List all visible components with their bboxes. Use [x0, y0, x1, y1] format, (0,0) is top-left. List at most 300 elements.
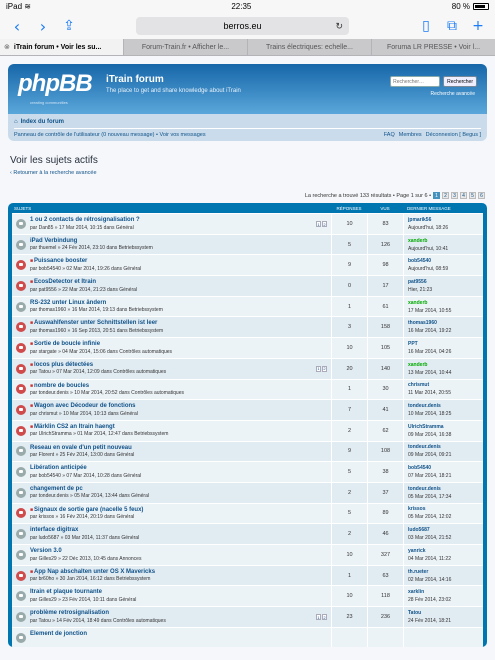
topic-replies: 1: [331, 380, 367, 400]
topic-replies: 0: [331, 276, 367, 296]
last-post-author: [408, 238, 483, 244]
tabs-icon[interactable]: ⧉: [447, 18, 457, 34]
topic-views: 63: [367, 566, 403, 586]
topic-page-link[interactable]: 1: [317, 221, 320, 227]
topic-replies: 5: [331, 235, 367, 255]
topic-title-text[interactable]: Element de jonction: [30, 630, 88, 637]
page-4[interactable]: 4: [460, 192, 467, 199]
topic-title[interactable]: [30, 279, 331, 285]
topic-row[interactable]: [12, 523, 483, 544]
topic-row[interactable]: [12, 296, 483, 317]
topic-title-text[interactable]: Version 3.0: [30, 548, 62, 554]
unread-flag-icon: ■: [30, 382, 34, 389]
topic-last-post: [403, 276, 483, 296]
last-post-author: [408, 403, 483, 409]
topic-row[interactable]: [12, 585, 483, 606]
topic-last-post: [403, 359, 483, 379]
last-post-author: [408, 341, 483, 347]
topic-title-text[interactable]: Libération anticipée: [30, 465, 87, 472]
topic-last-post: [403, 338, 483, 358]
topic-title[interactable]: [30, 383, 331, 389]
unread-flag-icon: ■: [30, 403, 34, 410]
topic-title[interactable]: [30, 548, 331, 554]
topic-meta: par Florent » 25 Fév 2014, 13:00 dans Général: [30, 452, 135, 459]
topic-last-post: [403, 380, 483, 400]
topic-views: 46: [367, 524, 403, 544]
topic-row[interactable]: [12, 337, 483, 358]
topic-replies: 2: [331, 524, 367, 544]
topic-title-text[interactable]: Itrain et plaque tournante: [30, 589, 103, 596]
topic-replies: [331, 628, 367, 648]
topic-page-link[interactable]: 1: [317, 614, 320, 620]
unread-flag-icon: ■: [30, 279, 34, 286]
browser-toolbar: [0, 13, 495, 39]
topic-list: [8, 203, 487, 647]
topic-last-post: [403, 214, 483, 234]
unread-flag-icon: ■: [30, 361, 34, 368]
topic-row[interactable]: [12, 399, 483, 420]
forum-page: [0, 56, 495, 647]
topic-status-icon: [16, 322, 26, 332]
topic-main: [30, 276, 331, 296]
topic-title-text[interactable]: Märklin CS2 an Itrain haengt: [34, 423, 115, 430]
topic-title[interactable]: [30, 465, 331, 471]
topic-title-text[interactable]: Auswahlfenster unter Schnittstellen ist leer: [34, 320, 158, 327]
topic-last-post: [403, 504, 483, 524]
topic-replies: 1: [331, 297, 367, 317]
topic-meta: par thomas1960 » 16 Sep 2013, 20:51 dans Betriebssystem: [30, 327, 164, 334]
topic-row[interactable]: [12, 379, 483, 400]
topic-views: 83: [367, 214, 403, 234]
last-post-author: [408, 486, 483, 492]
last-post-date: 09 Mar 2014, 09:21: [408, 452, 452, 459]
topic-replies: 23: [331, 607, 367, 627]
topic-last-post: [403, 462, 483, 482]
topic-views: [367, 628, 403, 648]
last-post-user[interactable]: thomas1960: [408, 320, 437, 327]
unread-flag-icon: ■: [30, 568, 34, 575]
topic-main: [30, 297, 331, 317]
topic-views: 89: [367, 504, 403, 524]
phpbb-logo[interactable]: phpBB: [18, 70, 92, 97]
faq-link[interactable]: FAQ: [383, 132, 395, 138]
search-box: [390, 76, 477, 87]
topic-meta: par tondeur.denis » 10 Mar 2014, 20:52 dans Contrôles automatiques: [30, 390, 184, 396]
last-post-author: [408, 258, 483, 264]
topic-title[interactable]: [30, 589, 331, 595]
topic-views: 126: [367, 235, 403, 255]
topic-page-link[interactable]: 2: [323, 221, 326, 227]
topic-meta: par br60ho » 30 Jan 2014, 16:12 dans Betriebssystem: [30, 576, 151, 583]
topic-row[interactable]: [12, 503, 483, 524]
topic-last-post: [403, 524, 483, 544]
last-post-user[interactable]: jpmarik56: [408, 216, 432, 223]
pagination: [8, 192, 485, 199]
last-post-user[interactable]: bob54540: [408, 258, 432, 265]
page-5[interactable]: 5: [469, 192, 476, 199]
topic-title-text[interactable]: locos plus détectées: [34, 361, 94, 368]
tab-label: Forum-Train.fr • Afficher le...: [141, 43, 230, 51]
topic-views: 108: [367, 442, 403, 462]
topic-views: 327: [367, 545, 403, 565]
topic-meta: par Tatou » 14 Fév 2014, 18:49 dans Contrôles automatiques: [30, 617, 166, 624]
tab-itrain[interactable]: [0, 39, 123, 55]
topic-main: [30, 504, 331, 524]
last-post-user[interactable]: tondeur.denis: [408, 485, 441, 492]
topic-main: [30, 566, 331, 586]
topic-title-text[interactable]: changement de pc: [30, 485, 83, 492]
last-post-author: [408, 589, 483, 595]
topic-main: [30, 607, 331, 627]
topic-meta: par Gilles29 » 22 Déc 2013, 10:45 dans Annonces: [30, 555, 142, 562]
topic-title[interactable]: [30, 631, 331, 637]
col-views: VUS: [380, 205, 390, 211]
topic-last-post: [403, 483, 483, 503]
page-2[interactable]: 2: [442, 192, 449, 199]
topic-page-link[interactable]: 2: [323, 614, 326, 620]
members-link[interactable]: Membres: [398, 132, 422, 138]
topic-status-icon: [16, 508, 26, 518]
last-post-author: [408, 548, 483, 554]
topic-status-icon: [16, 240, 26, 250]
last-post-date: 28 Fév 2014, 23:02: [408, 597, 452, 604]
user-nav-left: [14, 132, 206, 138]
bookmarks-icon[interactable]: ▯: [422, 18, 430, 34]
topic-title[interactable]: [30, 238, 331, 244]
topic-last-post: [403, 607, 483, 627]
last-post-date: 05 Mar 2014, 12:02: [408, 514, 452, 521]
topic-last-post: [403, 421, 483, 441]
topic-status-icon: [16, 364, 26, 374]
unread-flag-icon: ■: [30, 423, 34, 430]
topic-main: [30, 524, 331, 544]
topic-replies: 10: [331, 545, 367, 565]
topic-row[interactable]: [12, 606, 483, 627]
unread-flag-icon: ■: [30, 341, 34, 348]
topic-row[interactable]: [12, 482, 483, 503]
topic-pager: [316, 614, 327, 620]
topic-last-post: [403, 317, 483, 337]
topic-title[interactable]: [30, 258, 331, 264]
topic-views: 118: [367, 586, 403, 606]
topic-row[interactable]: [12, 275, 483, 296]
topic-main: [30, 400, 331, 420]
status-bar: [0, 0, 495, 13]
topic-meta: par pat9556 » 22 Mar 2014, 21:23 dans Général: [30, 286, 138, 293]
topic-title-text[interactable]: Wagon avec Décodeur de fonctions: [34, 403, 136, 410]
results-count: La recherche a trouvé 133 résultats • Page 1 sur 6 •: [304, 192, 431, 199]
tab-strip: [0, 39, 495, 56]
home-icon: ⌂: [14, 119, 18, 125]
topic-views: 98: [367, 255, 403, 275]
topic-meta: par Gilles29 » 23 Fév 2014, 10:11 dans Général: [30, 596, 137, 603]
topic-replies: 2: [331, 421, 367, 441]
last-post-user[interactable]: xarklin: [408, 589, 425, 596]
last-post-date: 13 Mar 2014, 10:44: [408, 369, 452, 376]
topic-meta: par bob54540 » 02 Mar 2014, 19:26 dans Général: [30, 265, 142, 272]
last-post-date: Hier, 21:23: [408, 286, 433, 293]
topic-views: 41: [367, 400, 403, 420]
topic-status-icon: [16, 467, 26, 477]
topic-title[interactable]: [30, 403, 331, 409]
last-post-date: 24 Fév 2014, 18:21: [408, 617, 452, 624]
topic-main: [30, 628, 331, 648]
last-post-date: 16 Mar 2014, 04:26: [408, 348, 452, 355]
last-post-user[interactable]: xanderb: [408, 237, 428, 244]
topic-row[interactable]: [12, 358, 483, 379]
last-post-date: 17 Mar 2014, 10:55: [408, 307, 452, 314]
back-to-search-link[interactable]: ‹ Retourner à la recherche avancée: [10, 170, 97, 176]
tab-label: Foruma LR PRESSE • Voir l...: [386, 43, 481, 51]
tab-trains-electriques[interactable]: [247, 39, 371, 55]
topic-last-post: [403, 545, 483, 565]
topic-main: [30, 255, 331, 275]
unread-flag-icon: ■: [30, 320, 34, 327]
topic-pager: [316, 221, 327, 227]
topic-title[interactable]: [30, 300, 331, 306]
topic-title-text[interactable]: Signaux de sortie gare (nacelle 5 feux): [34, 506, 144, 513]
topic-views: 140: [367, 359, 403, 379]
topic-page-link[interactable]: 2: [323, 366, 326, 372]
topic-main: [30, 214, 331, 234]
last-post-date: 16 Mar 2014, 19:22: [408, 328, 452, 335]
last-post-author: [408, 217, 483, 223]
last-post-user[interactable]: tondeur.denis: [408, 444, 441, 451]
topic-meta: par krissos » 16 Fév 2014, 20:19 dans Général: [30, 514, 135, 521]
last-post-date: Aujourd'hui, 18:26: [408, 224, 449, 231]
user-nav-right: [384, 132, 481, 138]
topic-row[interactable]: [12, 441, 483, 462]
close-tab-icon[interactable]: ⊗: [4, 44, 10, 51]
site-title: iTrain forum: [106, 74, 164, 85]
last-post-user[interactable]: ludo5687: [408, 527, 430, 534]
topic-main: [30, 359, 331, 379]
last-post-user[interactable]: UlrichStramma: [408, 423, 444, 430]
topic-title-text[interactable]: nombre de boucles: [34, 382, 90, 389]
user-nav: [14, 129, 481, 138]
topic-replies: 10: [331, 214, 367, 234]
topic-status-icon: [16, 529, 26, 539]
topic-title[interactable]: [30, 527, 331, 533]
last-post-author: [408, 444, 483, 450]
last-post-user[interactable]: chrismut: [408, 382, 430, 389]
topic-title-text[interactable]: App Nap abschalten unter OS X Mavericks: [34, 568, 156, 575]
reload-icon[interactable]: ↻: [335, 20, 343, 31]
topic-row[interactable]: [12, 234, 483, 255]
topic-replies: 7: [331, 400, 367, 420]
topic-replies: 5: [331, 462, 367, 482]
topic-meta: par thomas1960 » 16 Mar 2014, 19:13 dans Betriebssystem: [30, 307, 163, 314]
topic-row[interactable]: [12, 213, 483, 234]
battery-percent: 80 %: [451, 2, 470, 11]
page-6[interactable]: 6: [478, 192, 485, 199]
topic-status-icon: [16, 446, 26, 456]
topic-last-post: [403, 566, 483, 586]
topic-replies: 9: [331, 255, 367, 275]
topic-replies: 10: [331, 586, 367, 606]
tab-label: Trains électriques: echelle...: [266, 43, 353, 51]
topic-status-icon: [16, 260, 26, 270]
site-description: The place to get and share knowledge about iTrain: [106, 88, 241, 94]
topic-title-text[interactable]: Reseau en ovale d'un petit nouveau: [30, 444, 132, 451]
forum-index-link[interactable]: Index du forum: [20, 119, 64, 125]
last-post-user[interactable]: Tatou: [408, 609, 422, 616]
topic-row[interactable]: [12, 461, 483, 482]
forum-navbar: [8, 114, 487, 141]
topic-title-text[interactable]: iPad Verbindung: [30, 237, 78, 244]
clock: 22:35: [231, 2, 252, 11]
topic-row[interactable]: [12, 316, 483, 337]
topic-row[interactable]: [12, 420, 483, 441]
topic-views: 105: [367, 338, 403, 358]
topic-main: [30, 462, 331, 482]
last-post-user[interactable]: krissos: [408, 506, 426, 513]
topic-title[interactable]: [30, 569, 331, 575]
topic-last-post: [403, 628, 483, 648]
topic-title[interactable]: [30, 217, 331, 223]
last-post-date: 11 Mar 2014, 20:55: [408, 390, 451, 397]
last-post-date: 04 Mar 2014, 11:22: [408, 555, 451, 562]
advanced-search-link[interactable]: Recherche avancée: [430, 91, 475, 97]
last-post-user[interactable]: xanderb: [408, 361, 428, 368]
topic-replies: 2: [331, 483, 367, 503]
logout-link[interactable]: Déconnexion [ Begus ]: [425, 132, 481, 138]
forward-icon[interactable]: ›: [39, 16, 47, 36]
tab-foruma-lr[interactable]: [371, 39, 495, 55]
new-tab-icon[interactable]: +: [472, 18, 484, 34]
last-post-user[interactable]: bob54540: [408, 465, 432, 472]
control-panel-link[interactable]: Panneau de contrôle de l'utilisateur (0 nouveau message) • Voir vos messages: [14, 132, 206, 138]
last-post-user[interactable]: PPT: [408, 340, 418, 347]
last-post-date: 03 Mar 2014, 21:52: [408, 535, 452, 542]
battery-icon: [473, 3, 489, 10]
status-left: [6, 2, 31, 11]
tab-forum-train[interactable]: [123, 39, 247, 55]
tab-label: iTrain forum • Voir les su...: [13, 43, 102, 51]
topic-replies: 9: [331, 442, 367, 462]
topic-title[interactable]: [30, 424, 331, 430]
topic-views: 37: [367, 483, 403, 503]
topic-meta: par bob54540 » 07 Mar 2014, 10:28 dans Général: [30, 472, 142, 479]
topic-title[interactable]: [30, 320, 331, 326]
unread-flag-icon: ■: [30, 506, 34, 513]
topic-main: [30, 380, 331, 400]
topic-title[interactable]: [30, 610, 331, 616]
url-text: berros.eu: [223, 21, 262, 31]
page-3[interactable]: 3: [451, 192, 458, 199]
topic-rows: [12, 213, 483, 647]
topic-last-post: [403, 400, 483, 420]
topic-main: [30, 421, 331, 441]
page-1[interactable]: 1: [433, 192, 440, 199]
topic-title[interactable]: [30, 486, 331, 492]
topic-status-icon: [16, 219, 26, 229]
last-post-date: Aujourd'hui, 08:59: [408, 266, 449, 273]
topic-title-text[interactable]: EcosDetector et Itrain: [34, 279, 97, 286]
col-last-post: DERNIER MESSAGE: [407, 205, 451, 211]
topic-meta: par ludo5687 » 03 Mar 2014, 11:37 dans Général: [30, 534, 140, 541]
topic-title-text[interactable]: interface digitrax: [30, 527, 79, 534]
topic-page-link[interactable]: 1: [317, 366, 320, 372]
last-post-date: 05 Mar 2014, 17:34: [408, 493, 452, 500]
col-topics: SUJETS: [14, 205, 32, 211]
search-button[interactable]: Rechercher: [443, 76, 477, 87]
last-post-author: [408, 279, 483, 285]
last-post-author: [408, 300, 483, 306]
topic-row[interactable]: [12, 565, 483, 586]
search-input[interactable]: [390, 76, 440, 87]
topic-last-post: [403, 442, 483, 462]
last-post-user[interactable]: pat9556: [408, 278, 427, 285]
topic-status-icon: [16, 571, 26, 581]
topic-title[interactable]: [30, 341, 331, 347]
device-label: iPad: [6, 2, 23, 11]
last-post-user[interactable]: th.rueter: [408, 568, 429, 575]
topic-last-post: [403, 297, 483, 317]
topic-views: 236: [367, 607, 403, 627]
topic-main: [30, 317, 331, 337]
topic-main: [30, 545, 331, 565]
topic-row[interactable]: [12, 544, 483, 565]
topic-status-icon: [16, 633, 26, 643]
topic-title-text[interactable]: problème retrosignalisation: [30, 610, 110, 617]
topic-meta: par Tatou » 07 Mar 2014, 12:09 dans Contrôles automatiques: [30, 369, 167, 376]
topic-last-post: [403, 586, 483, 606]
last-post-user[interactable]: yanrick: [408, 547, 426, 554]
topic-meta: par tondeur.denis » 05 Mar 2014, 13:44 dans Général: [30, 493, 149, 500]
topic-views: 17: [367, 276, 403, 296]
last-post-date: Aujourd'hui, 10:41: [408, 245, 449, 252]
breadcrumb: [14, 117, 481, 129]
last-post-user[interactable]: tondeur.denis: [408, 403, 441, 410]
topic-meta: par thuemel » 24 Fév 2014, 23:10 dans Betriebssystem: [30, 245, 153, 252]
address-bar[interactable]: [136, 17, 349, 35]
last-post-user[interactable]: xanderb: [408, 299, 428, 306]
topic-last-post: [403, 235, 483, 255]
topic-row[interactable]: [12, 627, 483, 648]
last-post-author: [408, 569, 483, 575]
topic-main: [30, 586, 331, 606]
topic-status-icon: [16, 302, 26, 312]
share-icon[interactable]: ⇪: [63, 18, 75, 34]
topic-meta: par chrismut » 10 Mar 2014, 10:13 dans Général: [30, 410, 138, 417]
logo-tagline: creating communities: [30, 100, 68, 105]
topic-title[interactable]: [30, 445, 331, 451]
topic-views: 158: [367, 317, 403, 337]
topic-title[interactable]: [30, 362, 331, 368]
topic-views: 30: [367, 380, 403, 400]
topic-row[interactable]: [12, 254, 483, 275]
topic-title-text[interactable]: 1 ou 2 contacts de rétrosignalisation ?: [30, 217, 140, 223]
topic-title-text[interactable]: RS-232 unter Linux ändern: [30, 299, 107, 306]
topic-replies: 20: [331, 359, 367, 379]
topic-replies: 3: [331, 317, 367, 337]
topic-title-text[interactable]: Puissance booster: [34, 258, 88, 265]
last-post-date: 02 Mar 2014, 14:16: [408, 576, 452, 583]
topic-main: [30, 235, 331, 255]
topic-list-header: [12, 203, 483, 213]
last-post-author: [408, 527, 483, 533]
topic-title-text[interactable]: Sortie de boucle infinie: [34, 341, 101, 348]
topic-last-post: [403, 255, 483, 275]
col-replies: RÉPONSES: [336, 205, 362, 211]
topic-pager: [316, 366, 327, 372]
topic-title[interactable]: [30, 507, 331, 513]
topic-replies: 5: [331, 504, 367, 524]
back-icon[interactable]: ‹: [13, 16, 21, 36]
topic-status-icon: [16, 343, 26, 353]
topic-status-icon: [16, 405, 26, 415]
